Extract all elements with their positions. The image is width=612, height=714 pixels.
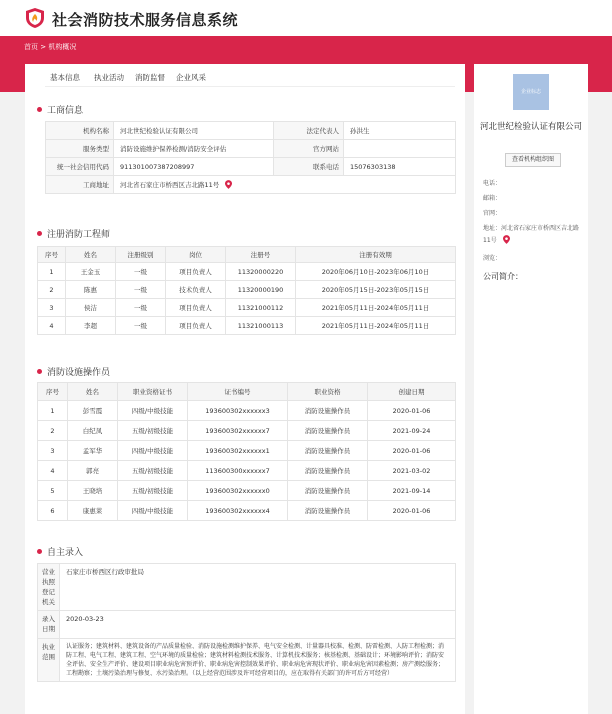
fire-shield-logo-icon[interactable]: [24, 7, 46, 29]
table-cell: 四级/中级技能: [118, 401, 188, 421]
value-website: [344, 140, 456, 158]
table-cell: 郭亮: [68, 461, 118, 481]
address-text: 河北省石家庄市桥西区吉北路11号: [120, 181, 220, 189]
section-title: 注册消防工程师: [47, 230, 111, 240]
table-cell: 11320000190: [226, 281, 296, 299]
table-cell: 2021-03-02: [368, 461, 456, 481]
main-panel: [25, 64, 465, 714]
company-card: [474, 64, 588, 714]
column-header: 序号: [38, 383, 68, 401]
breadcrumb-separator: >: [40, 43, 47, 51]
value-entry-date: 2020-03-23: [60, 611, 456, 639]
contact-address-value: 河北省石家庄市桥西区吉北路11号: [483, 225, 580, 244]
label-service-type: 服务类型: [46, 140, 114, 158]
label-legal-rep: 法定代表人: [274, 122, 344, 140]
column-header: 注册级别: [116, 247, 166, 263]
site-title: 社会消防技术服务信息系统: [52, 11, 239, 29]
table-cell: 李超: [66, 317, 116, 335]
table-cell: 193600302xxxxxx4: [188, 501, 288, 521]
contact-address: [483, 223, 583, 247]
table-cell: 1: [38, 263, 66, 281]
table-cell: 193600302xxxxxx1: [188, 441, 288, 461]
table-cell: 2021年05月11日-2024年05月11日: [296, 317, 456, 335]
section-engineers: [37, 227, 110, 240]
table-cell: 6: [38, 501, 68, 521]
table-cell: 11321000113: [226, 317, 296, 335]
column-header: 职业资格: [288, 383, 368, 401]
table-cell: 2020-01-06: [368, 501, 456, 521]
table-cell: 王金玉: [66, 263, 116, 281]
table-cell: 消防设施操作员: [288, 421, 368, 441]
table-cell: 五级/初级技能: [118, 481, 188, 501]
section-operators: [37, 365, 110, 378]
table-cell: 193600302xxxxxx7: [188, 421, 288, 441]
table-cell: 项目负责人: [166, 263, 226, 281]
table-cell: 消防设施操作员: [288, 461, 368, 481]
table-cell: 11321000112: [226, 299, 296, 317]
section-self-entry: [37, 545, 83, 558]
table-cell: 四级/中级技能: [118, 441, 188, 461]
section-title: 消防设施操作员: [47, 368, 111, 378]
table-cell: 193600302xxxxxx3: [188, 401, 288, 421]
table-cell: 5: [38, 481, 68, 501]
business-info-table: [45, 121, 456, 194]
column-header: 序号: [38, 247, 66, 263]
table-cell: 2021-09-14: [368, 481, 456, 501]
table-cell: 王晓培: [68, 481, 118, 501]
table-cell: 2: [38, 281, 66, 299]
section-title: 工商信息: [47, 106, 84, 116]
table-row: [38, 317, 456, 335]
engineers-table: [37, 246, 456, 335]
column-header: 证书编号: [188, 383, 288, 401]
section-bullet-icon: [37, 369, 42, 374]
table-cell: 2020年05月15日-2023年05月15日: [296, 281, 456, 299]
table-cell: 2021年05月11日-2024年05月11日: [296, 299, 456, 317]
table-cell: 4: [38, 461, 68, 481]
tab-divider: [45, 86, 455, 87]
contact-website-label: 官网：: [483, 210, 502, 217]
column-header: 注册有效期: [296, 247, 456, 263]
company-intro-heading: 公司简介：: [483, 272, 523, 281]
section-bullet-icon: [37, 231, 42, 236]
label-org-name: 机构名称: [46, 122, 114, 140]
label-business-scope: 执业范围: [38, 639, 60, 682]
value-credit-code: 911301007387208997: [114, 158, 274, 176]
table-cell: 白纪凤: [68, 421, 118, 441]
value-address: [114, 176, 456, 194]
app-header: [0, 0, 612, 36]
map-pin-icon[interactable]: [225, 180, 232, 189]
column-header: 职业资格证书: [118, 383, 188, 401]
table-cell: 3: [38, 441, 68, 461]
label-website: 官方网站: [274, 140, 344, 158]
breadcrumb-current: 机构概况: [48, 43, 77, 51]
view-count: [483, 253, 583, 265]
table-row: [38, 481, 456, 501]
table-cell: 消防设施操作员: [288, 441, 368, 461]
section-bullet-icon: [37, 107, 42, 112]
value-legal-rep: 孙洪生: [344, 122, 456, 140]
table-cell: 2021-09-24: [368, 421, 456, 441]
column-header: 姓名: [66, 247, 116, 263]
column-header: 岗位: [166, 247, 226, 263]
table-cell: 11320000220: [226, 263, 296, 281]
self-entry-table: [37, 563, 456, 682]
label-entry-date: 录入日期: [38, 611, 60, 639]
table-cell: 项目负责人: [166, 299, 226, 317]
table-row: [38, 263, 456, 281]
table-cell: 消防设施操作员: [288, 401, 368, 421]
value-business-scope: 认证服务；建筑材料、建筑设备的产品质量检验、消防设施检测维护保养、电气安全检测、计量器具校准、检测、防雷检测、人防工程检测；消防工程、电气工程、建筑工程、空气环境的质量检验；建筑材料检测技术服务、计算机技术服务；核基检测、基础设计；环境影响评价；消防安全评估、安全生产评价、建设项目职业病危害预评价、职业病危害控制效果评价、职业病危害现状评价、职业病危害因素检测；房产测绘服务；工程勘察；土壤污染治理与修复、水污染治理。（以上经营范围涉及许可经营项目的，应在取得有关部门的许可后方可经营）: [60, 639, 456, 682]
table-cell: 2020年06月10日-2023年06月10日: [296, 263, 456, 281]
table-cell: 一级: [116, 299, 166, 317]
column-header: 注册号: [226, 247, 296, 263]
label-credit-code: 统一社会信用代码: [46, 158, 114, 176]
table-cell: 113600300xxxxxx7: [188, 461, 288, 481]
label-phone: 联系电话: [274, 158, 344, 176]
contact-email: [483, 193, 583, 205]
table-row: [38, 461, 456, 481]
label-address: 工商地址: [46, 176, 114, 194]
view-org-chart-button[interactable]: 查看机构组织图: [505, 153, 561, 167]
contact-phone-label: 电话：: [483, 180, 502, 187]
table-cell: 康惠莱: [68, 501, 118, 521]
contact-email-label: 邮箱：: [483, 195, 502, 202]
column-header: 创建日期: [368, 383, 456, 401]
company-name: 河北世纪检验认证有限公司: [480, 122, 583, 132]
view-count-label: 浏览：: [483, 255, 502, 262]
table-header-row: [38, 383, 456, 401]
company-logo: [513, 74, 549, 110]
table-cell: 项目负责人: [166, 317, 226, 335]
tab-company-style[interactable]: 企业风采: [176, 73, 206, 82]
table-cell: 4: [38, 317, 66, 335]
table-cell: 2020-01-06: [368, 401, 456, 421]
column-header: 姓名: [68, 383, 118, 401]
table-cell: 一级: [116, 263, 166, 281]
value-service-type: 消防设施维护保养检测/消防安全评估: [114, 140, 274, 158]
contact-website: [483, 208, 583, 220]
table-row: [38, 299, 456, 317]
label-registration-authority: 营业执照登记机关: [38, 564, 60, 611]
table-cell: 消防设施操作员: [288, 481, 368, 501]
table-row: [38, 441, 456, 461]
value-registration-authority: 石家庄市桥西区行政审批局: [60, 564, 456, 611]
table-cell: 四级/中级技能: [118, 501, 188, 521]
table-cell: 一级: [116, 317, 166, 335]
table-cell: 1: [38, 401, 68, 421]
breadcrumb-home-link[interactable]: 首页: [24, 43, 38, 51]
tab-fire-supervision[interactable]: 消防监督: [135, 73, 165, 82]
table-cell: 2020-01-06: [368, 441, 456, 461]
table-cell: 193600302xxxxxx0: [188, 481, 288, 501]
table-cell: 陈惠: [66, 281, 116, 299]
table-row: [38, 281, 456, 299]
breadcrumb: [24, 42, 76, 52]
company-logo-text: 企业标志: [520, 89, 541, 95]
section-title: 自主录入: [47, 548, 84, 558]
table-header-row: [38, 247, 456, 263]
value-org-name: 河北世纪检验认证有限公司: [114, 122, 274, 140]
value-phone: 15076303138: [344, 158, 456, 176]
tab-practice[interactable]: 执业活动: [94, 73, 124, 82]
section-bullet-icon: [37, 549, 42, 554]
table-cell: 3: [38, 299, 66, 317]
table-cell: 彭雪霞: [68, 401, 118, 421]
table-row: [38, 501, 456, 521]
table-cell: 侯洁: [66, 299, 116, 317]
contact-address-label: 地址：: [483, 225, 502, 232]
table-cell: 消防设施操作员: [288, 501, 368, 521]
operators-table: [37, 382, 456, 521]
table-cell: 孟军华: [68, 441, 118, 461]
map-pin-icon[interactable]: [503, 235, 510, 244]
table-cell: 五级/初级技能: [118, 421, 188, 441]
tab-basic-info[interactable]: 基本信息: [50, 72, 80, 87]
table-cell: 五级/初级技能: [118, 461, 188, 481]
table-cell: 一级: [116, 281, 166, 299]
table-cell: 技术负责人: [166, 281, 226, 299]
table-cell: 2: [38, 421, 68, 441]
contact-phone: [483, 178, 583, 190]
section-business: [37, 103, 83, 116]
table-row: [38, 421, 456, 441]
table-row: [38, 401, 456, 421]
